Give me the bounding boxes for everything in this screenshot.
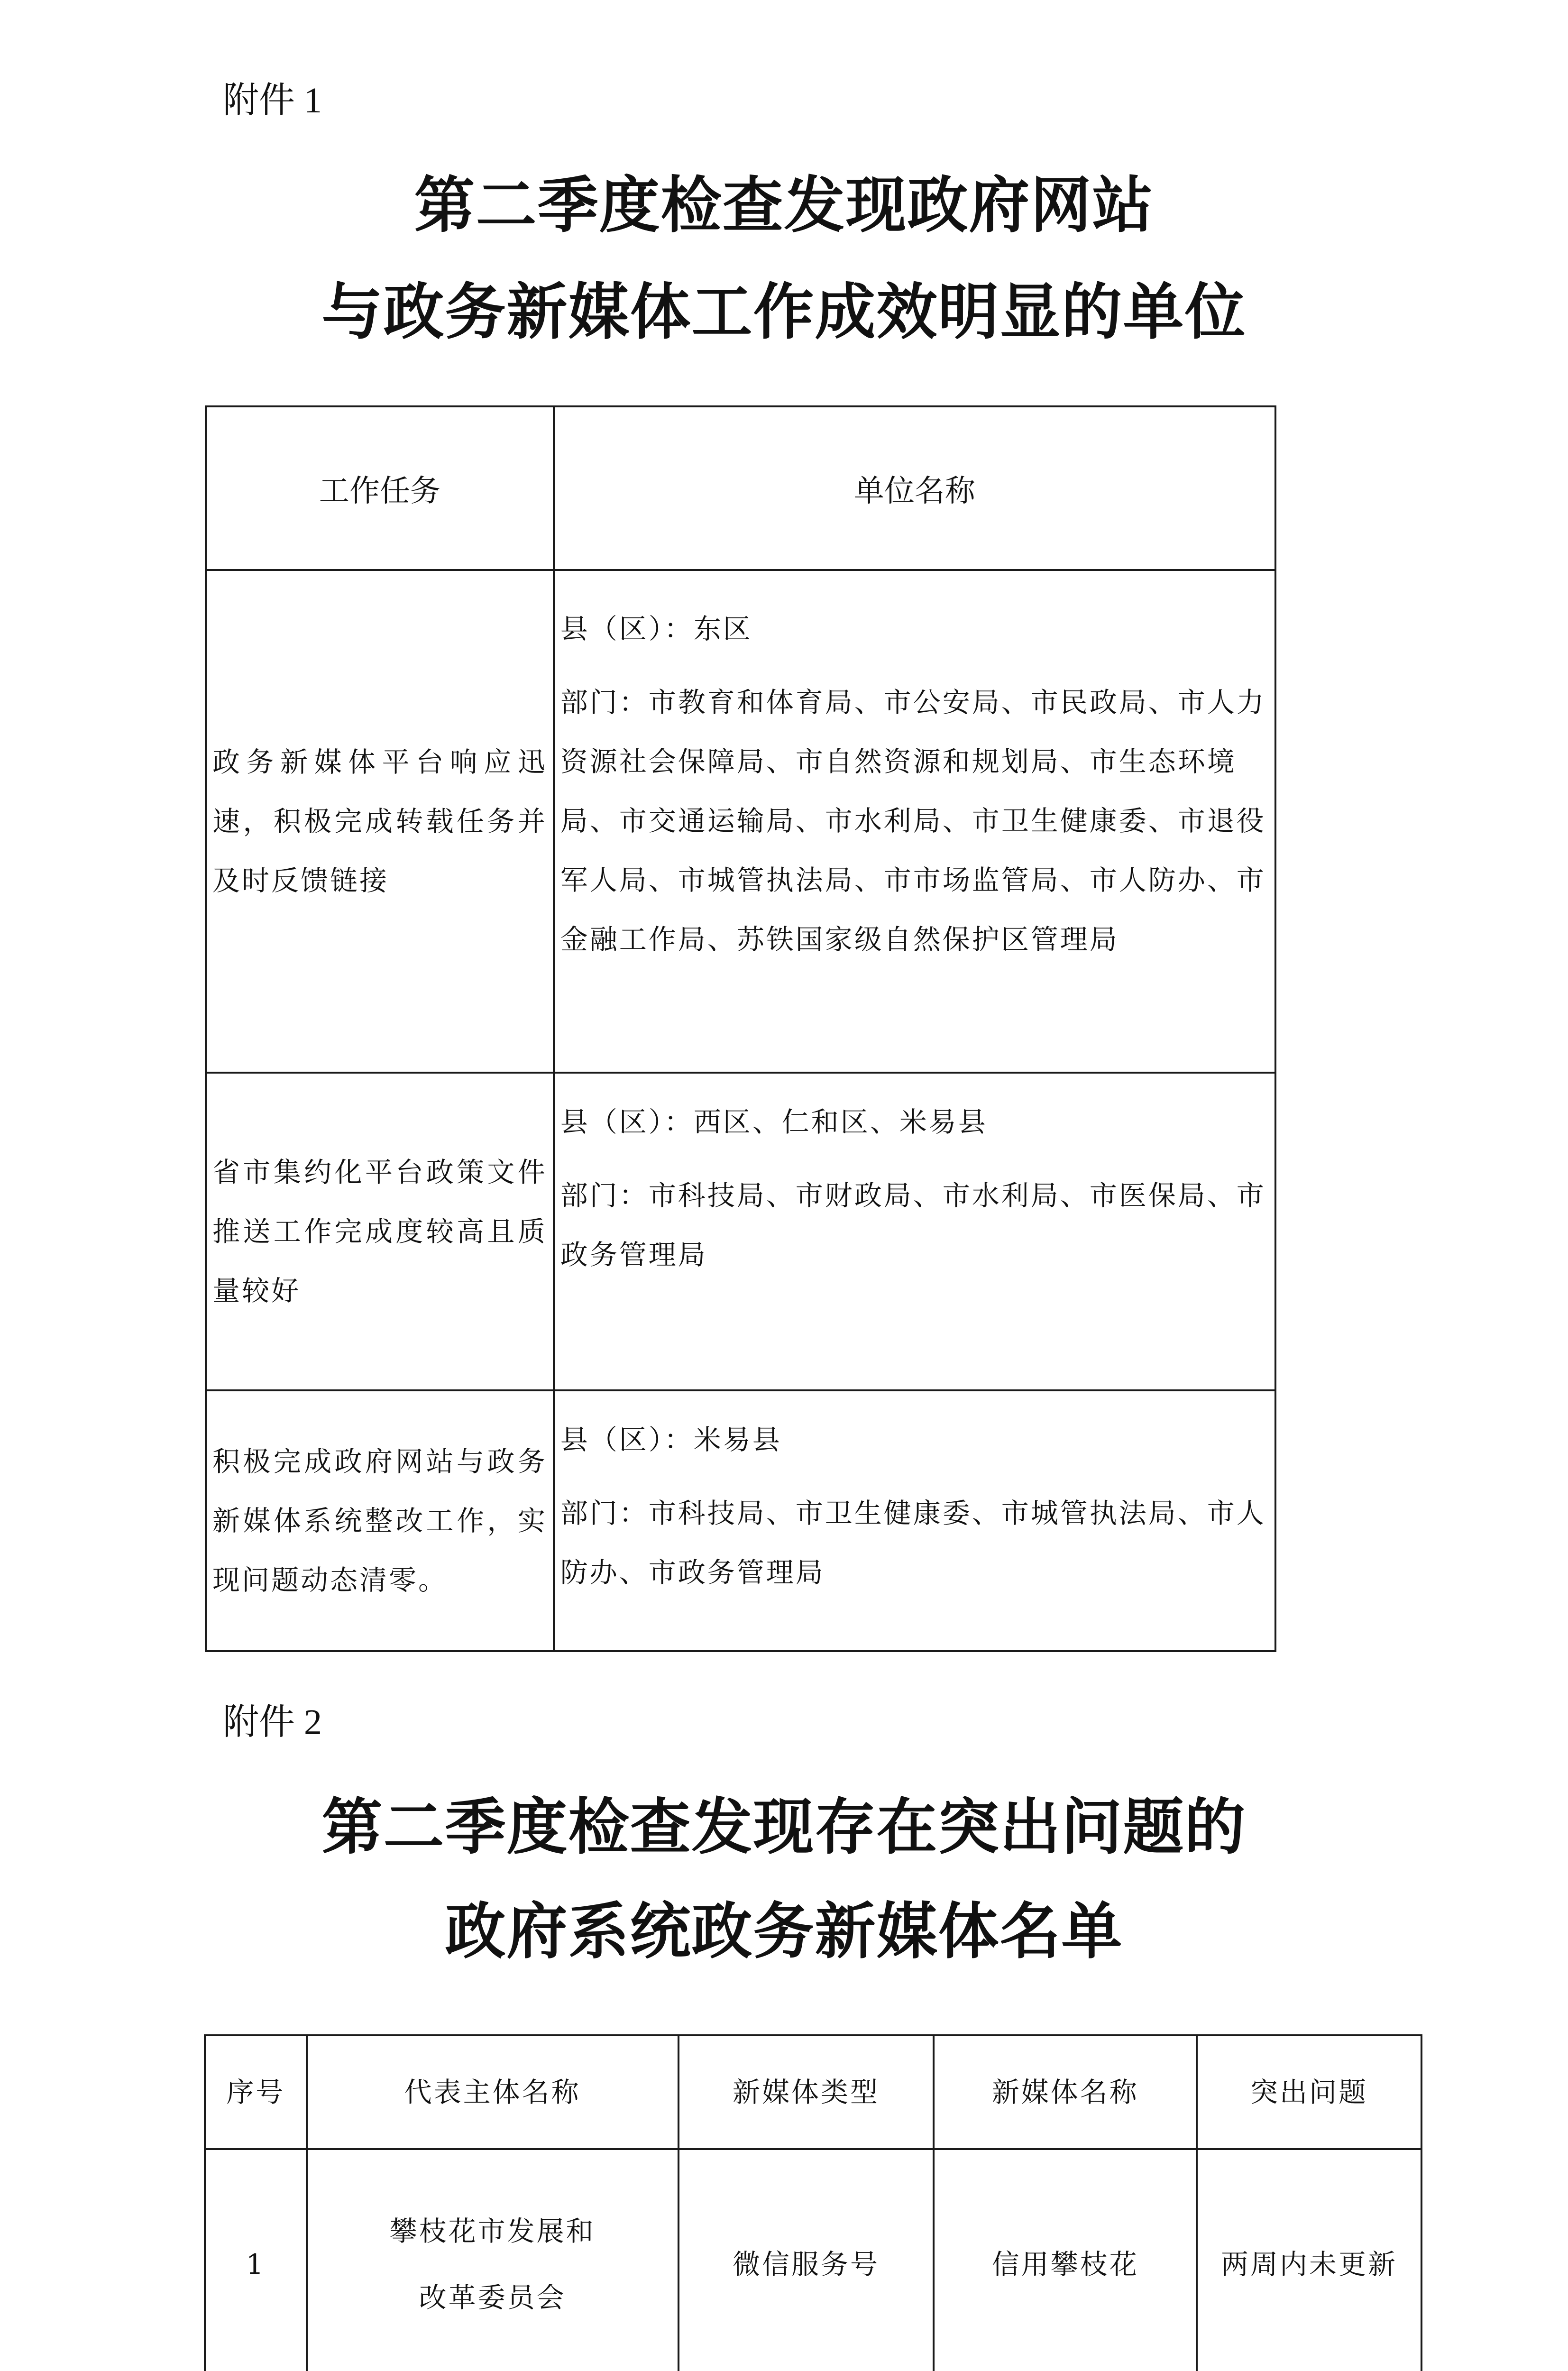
task-cell: 积极完成政府网站与政务新媒体系统整改工作，实现问题动态清零。 [206, 1390, 554, 1651]
units-cell [554, 1390, 1275, 1651]
units-cell [554, 1073, 1275, 1390]
attachment-2-label: 附件 2 [223, 1702, 322, 1742]
cell-type: 微信服务号 [679, 2149, 934, 2371]
header-issue: 突出问题 [1197, 2035, 1421, 2149]
header-media-name: 新媒体名称 [934, 2035, 1196, 2149]
attachment-1-title-line2: 与政务新媒体工作成效明显的单位 [321, 277, 1247, 348]
table-row [206, 1390, 1275, 1651]
attachment-2-title-line1: 第二季度检查发现存在突出问题的 [321, 1792, 1247, 1863]
header-units: 单位名称 [554, 406, 1275, 570]
header-no: 序号 [205, 2035, 307, 2149]
attachment-1-title-line1: 第二季度检查发现政府网站 [414, 170, 1154, 241]
county-list: 县（区）：西区、仁和区、米易县 [560, 1106, 988, 1138]
header-type: 新媒体类型 [679, 2035, 934, 2149]
header-task: 工作任务 [206, 406, 554, 570]
department-list: 部门：市教育和体育局、市公安局、市民政局、市人力资源社会保障局、市自然资源和规划局、市生态环境局、市交通运输局、市水利局、市卫生健康委、市退役军人局、市城管执法局、市市场监管局、市人防办、市金融工作局、苏铁国家级自然保护区管理局 [560, 686, 1266, 956]
cell-no: 1 [205, 2149, 307, 2371]
task-cell: 省市集约化平台政策文件推送工作完成度较高且质量较好 [206, 1073, 554, 1390]
department-list: 部门：市科技局、市卫生健康委、市城管执法局、市人防办、市政务管理局 [560, 1497, 1266, 1589]
units-cell [554, 570, 1275, 1073]
attachment-2-table [204, 2034, 1422, 2371]
table-row [205, 2149, 1421, 2371]
county-list: 县（区）：米易县 [560, 1424, 782, 1456]
table-row [206, 570, 1275, 1073]
attachment-1-table [205, 405, 1276, 1652]
task-cell: 政务新媒体平台响应迅速，积极完成转载任务并及时反馈链接 [206, 570, 554, 1073]
attachment-2-title-line2: 政府系统政务新媒体名单 [445, 1896, 1123, 1967]
cell-issue: 两周内未更新 [1197, 2149, 1421, 2371]
attachment-1-label: 附件 1 [223, 81, 322, 120]
cell-media-name: 信用攀枝花 [934, 2149, 1196, 2371]
table-row [206, 1073, 1275, 1390]
header-entity: 代表主体名称 [307, 2035, 679, 2149]
department-list: 部门：市科技局、市财政局、市水利局、市医保局、市政务管理局 [560, 1179, 1266, 1271]
county-list: 县（区）：东区 [560, 613, 752, 645]
cell-entity: 攀枝花市发展和改革委员会 [307, 2149, 679, 2371]
